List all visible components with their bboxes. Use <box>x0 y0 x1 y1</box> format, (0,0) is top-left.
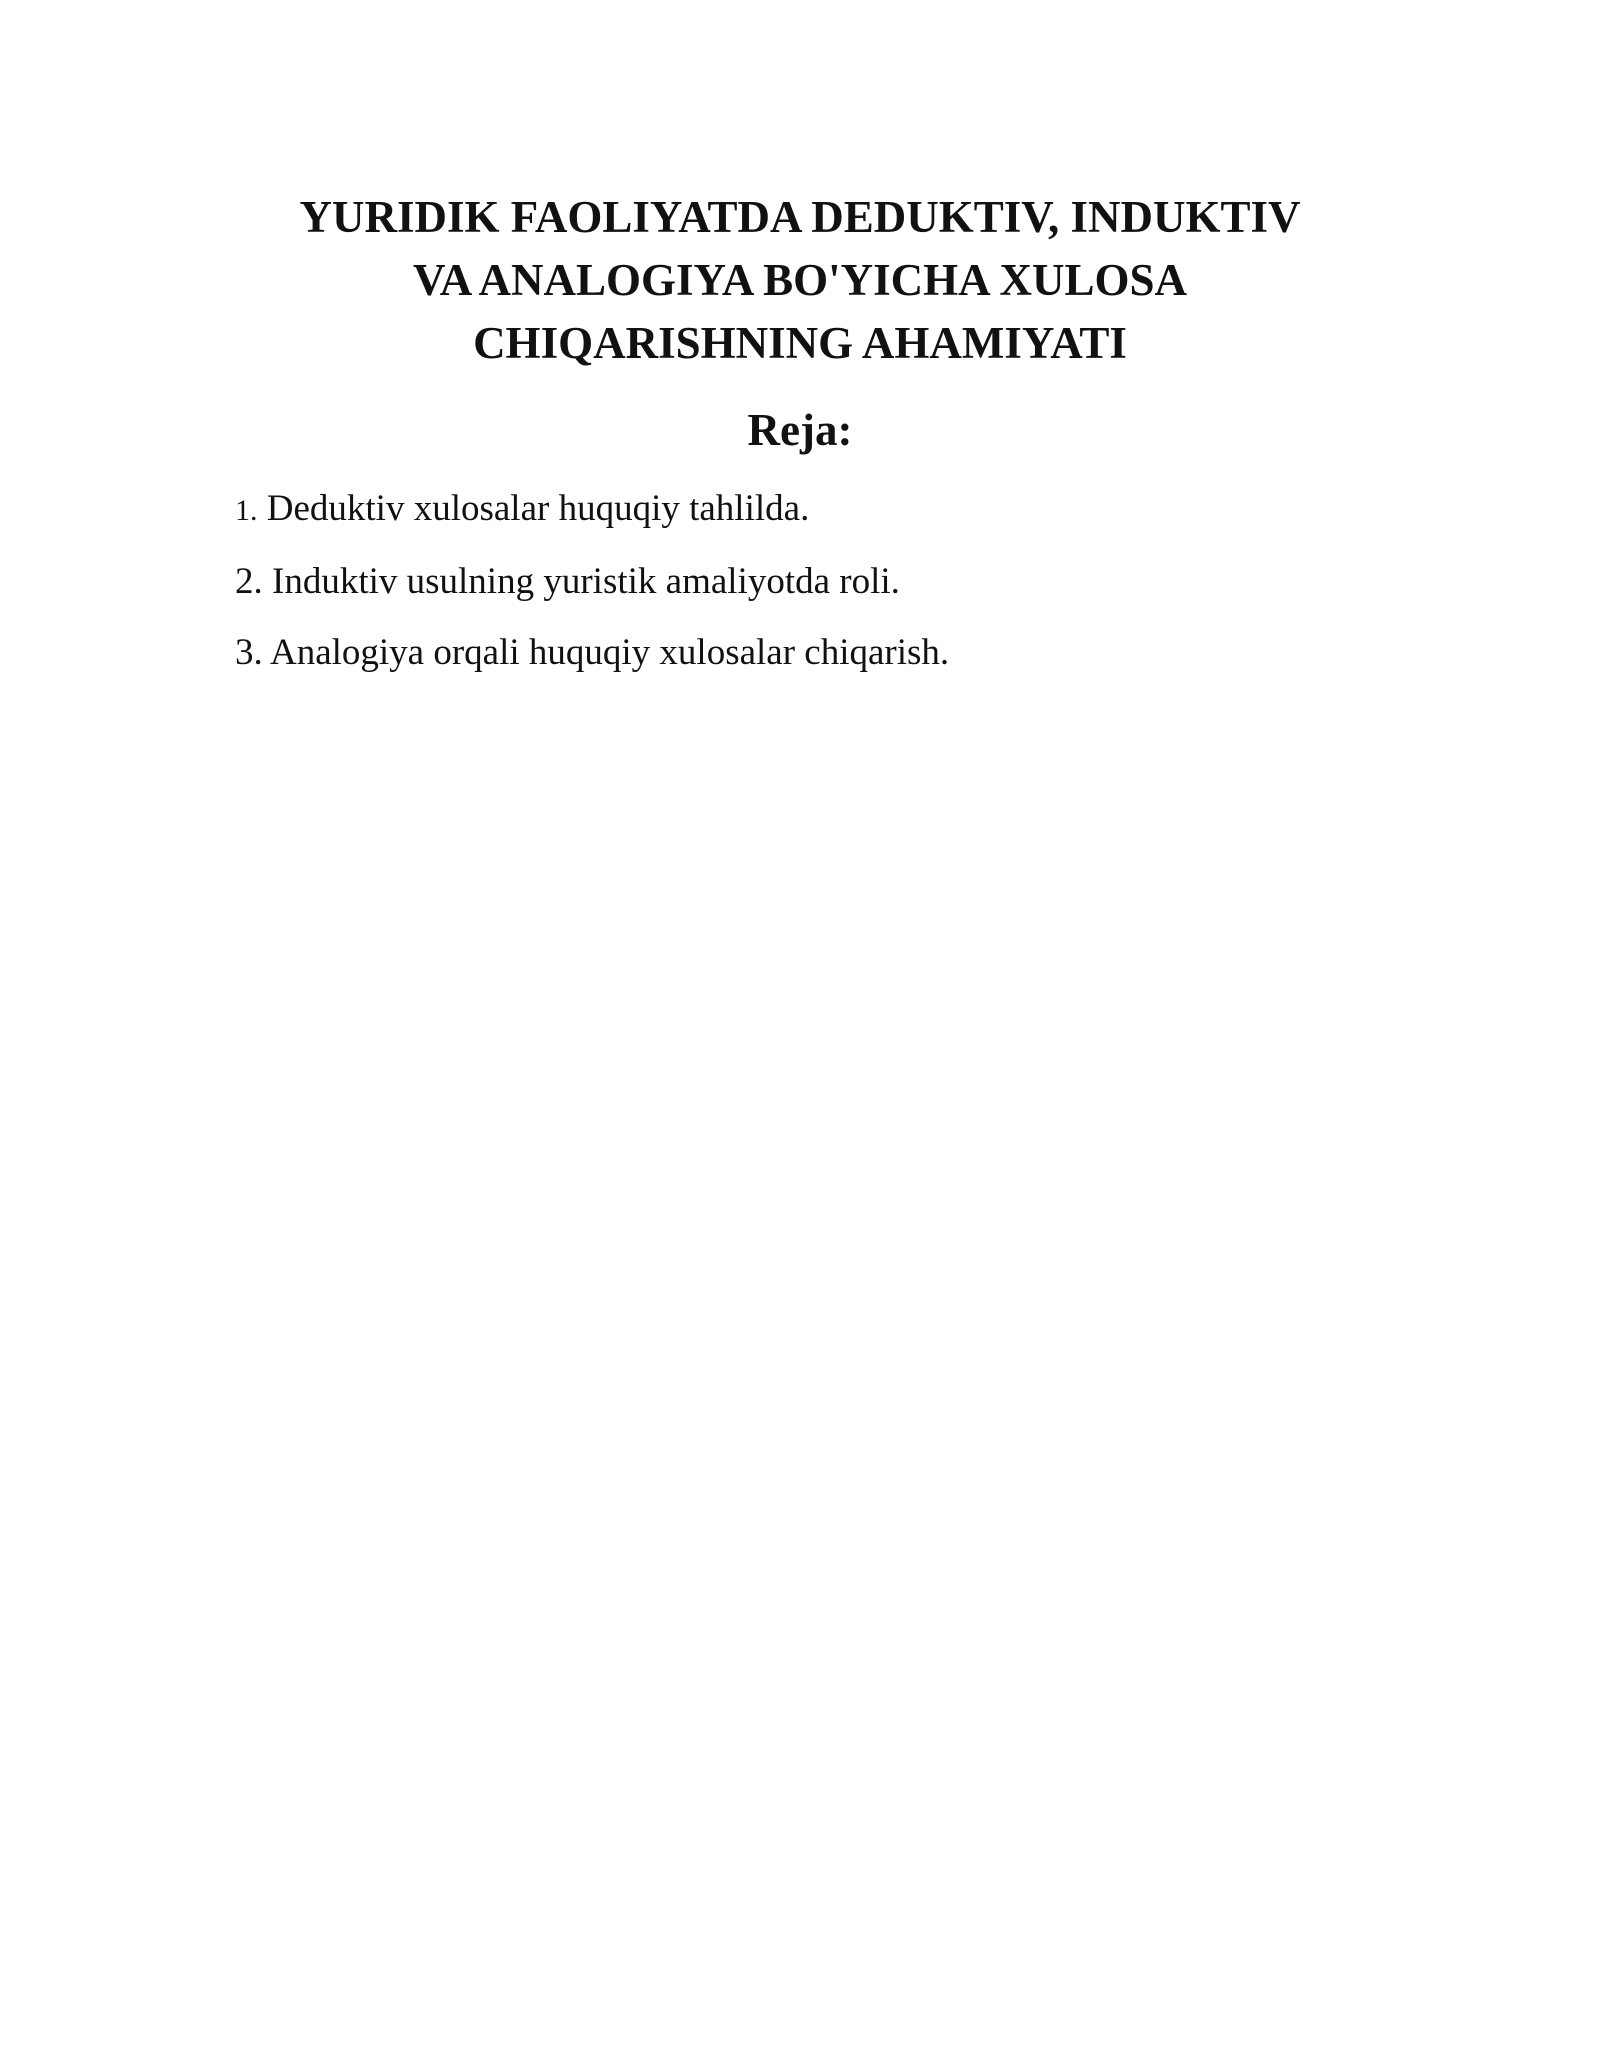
plan-item-number: 3. <box>235 632 263 673</box>
plan-item-3 <box>235 630 949 675</box>
title-line-2: VA ANALOGIYA BO'YICHA XULOSA <box>413 255 1187 305</box>
plan-item-number: 1. <box>235 494 258 527</box>
plan-item-text: Induktiv usulning yuristik amaliyotda roli. <box>272 561 900 602</box>
plan-item-number: 2. <box>235 561 263 602</box>
plan-item-2 <box>235 559 949 604</box>
plan-heading: Reja: <box>747 405 853 455</box>
document-title <box>200 186 1400 375</box>
plan-item-text: Deduktiv xulosalar huquqiy tahlilda. <box>266 488 810 529</box>
title-line-1: YURIDIK FAOLIYATDA DEDUKTIV, INDUKTIV <box>299 192 1301 242</box>
plan-item-text: Analogiya orqali huquqiy xulosalar chiqarish. <box>269 632 950 673</box>
plan-list <box>235 486 949 701</box>
plan-item-1 <box>235 486 949 533</box>
title-line-3: CHIQARISHNING AHAMIYATI <box>473 318 1127 368</box>
